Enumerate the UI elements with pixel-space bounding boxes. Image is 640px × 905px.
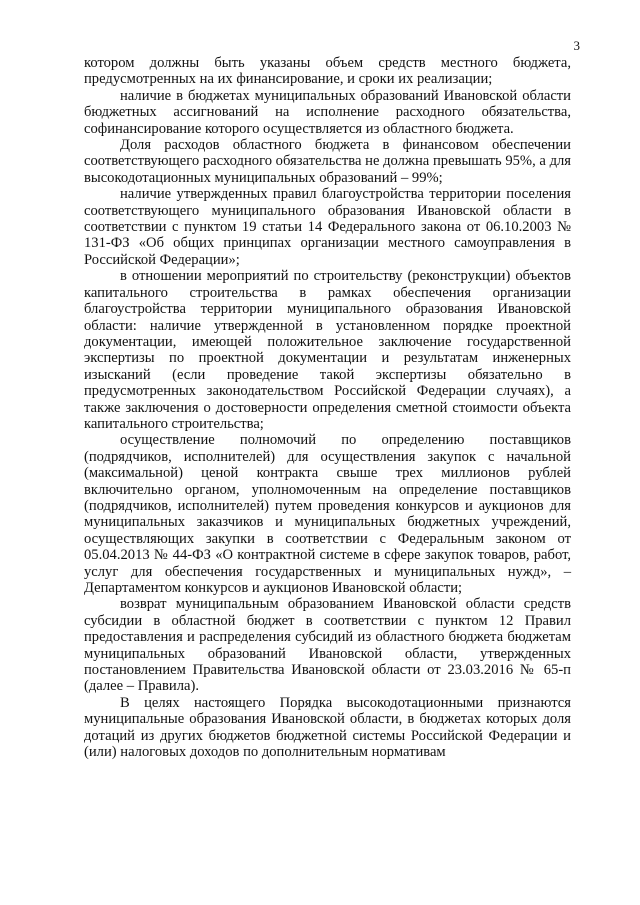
paragraph-continuation: котором должны быть указаны объем средств местного бюджета, предусмотренных на их финансирование, и сроки их реализации; <box>84 55 571 88</box>
paragraph-cofinancing-share: Доля расходов областного бюджета в финансовом обеспечении соответствующего расходного обязательства не должна превышать 95%, а для высокодотационных муниципальных образований – 99%; <box>84 137 571 186</box>
document-body <box>84 55 571 760</box>
paragraph-procurement-powers: осуществление полномочий по определению поставщиков (подрядчиков, исполнителей) для осуществления закупок с начальной (максимальной) ценой контракта свыше трех миллионов рублей включительно органом, уполномоченным на определение поставщиков (подрядчиков, исполнителей) путем проведения конкурсов и аукционов для муниципальных заказчиков и муниципальных бюджетных учреждений, осуществляющих закупки в соответствии с Федеральным законом от 05.04.2013 № 44-ФЗ «О контрактной системе в сфере закупок товаров, работ, услуг для обеспечения государственных и муниципальных нужд», – Департаментом конкурсов и аукционов Ивановской области; <box>84 432 571 596</box>
paragraph-improvement-rules: наличие утвержденных правил благоустройства территории поселения соответствующего муниципального образования Ивановской области в соответствии с пунктом 19 статьи 14 Федерального закона от 06.10.2003 № 131-ФЗ «Об общих принципах организации местного самоуправления в Российской Федерации»; <box>84 186 571 268</box>
paragraph-capital-construction: в отношении мероприятий по строительству (реконструкции) объектов капитального строительства в рамках обеспечения организации благоустройства территории муниципального образования Ивановской области: наличие утвержденной в установленном порядке проектной документации, имеющей положительное заключение государственной экспертизы по проектной документации и результатам инженерных изысканий (если проведение такой экспертизы обязательно в предусмотренных законодательством Российской Федерации случаях), а также заключения о достоверности определения сметной стоимости объекта капитального строительства; <box>84 268 571 432</box>
paragraph-high-subsidy-definition: В целях настоящего Порядка высокодотационными признаются муниципальные образования Ивановской области, в бюджетах которых доля дотаций из других бюджетов бюджетной системы Российской Федерации и (или) налоговых доходов по дополнительным нормативам <box>84 694 571 761</box>
page-number: 3 <box>573 38 580 53</box>
paragraph-subsidy-return: возврат муниципальным образованием Ивановской области средств субсидии в областной бюджет в соответствии с пунктом 12 Правил предоставления и распределения субсидий из областного бюджета бюджетам муниципальных образований Ивановской области, утвержденных постановлением Правительства Ивановской области от 23.03.2016 № 65-п (далее – Правила). <box>84 596 571 695</box>
paragraph-budget-allocations: наличие в бюджетах муниципальных образований Ивановской области бюджетных ассигнований на исполнение расходного обязательства, софинансирование которого осуществляется из областного бюджета. <box>84 87 571 137</box>
